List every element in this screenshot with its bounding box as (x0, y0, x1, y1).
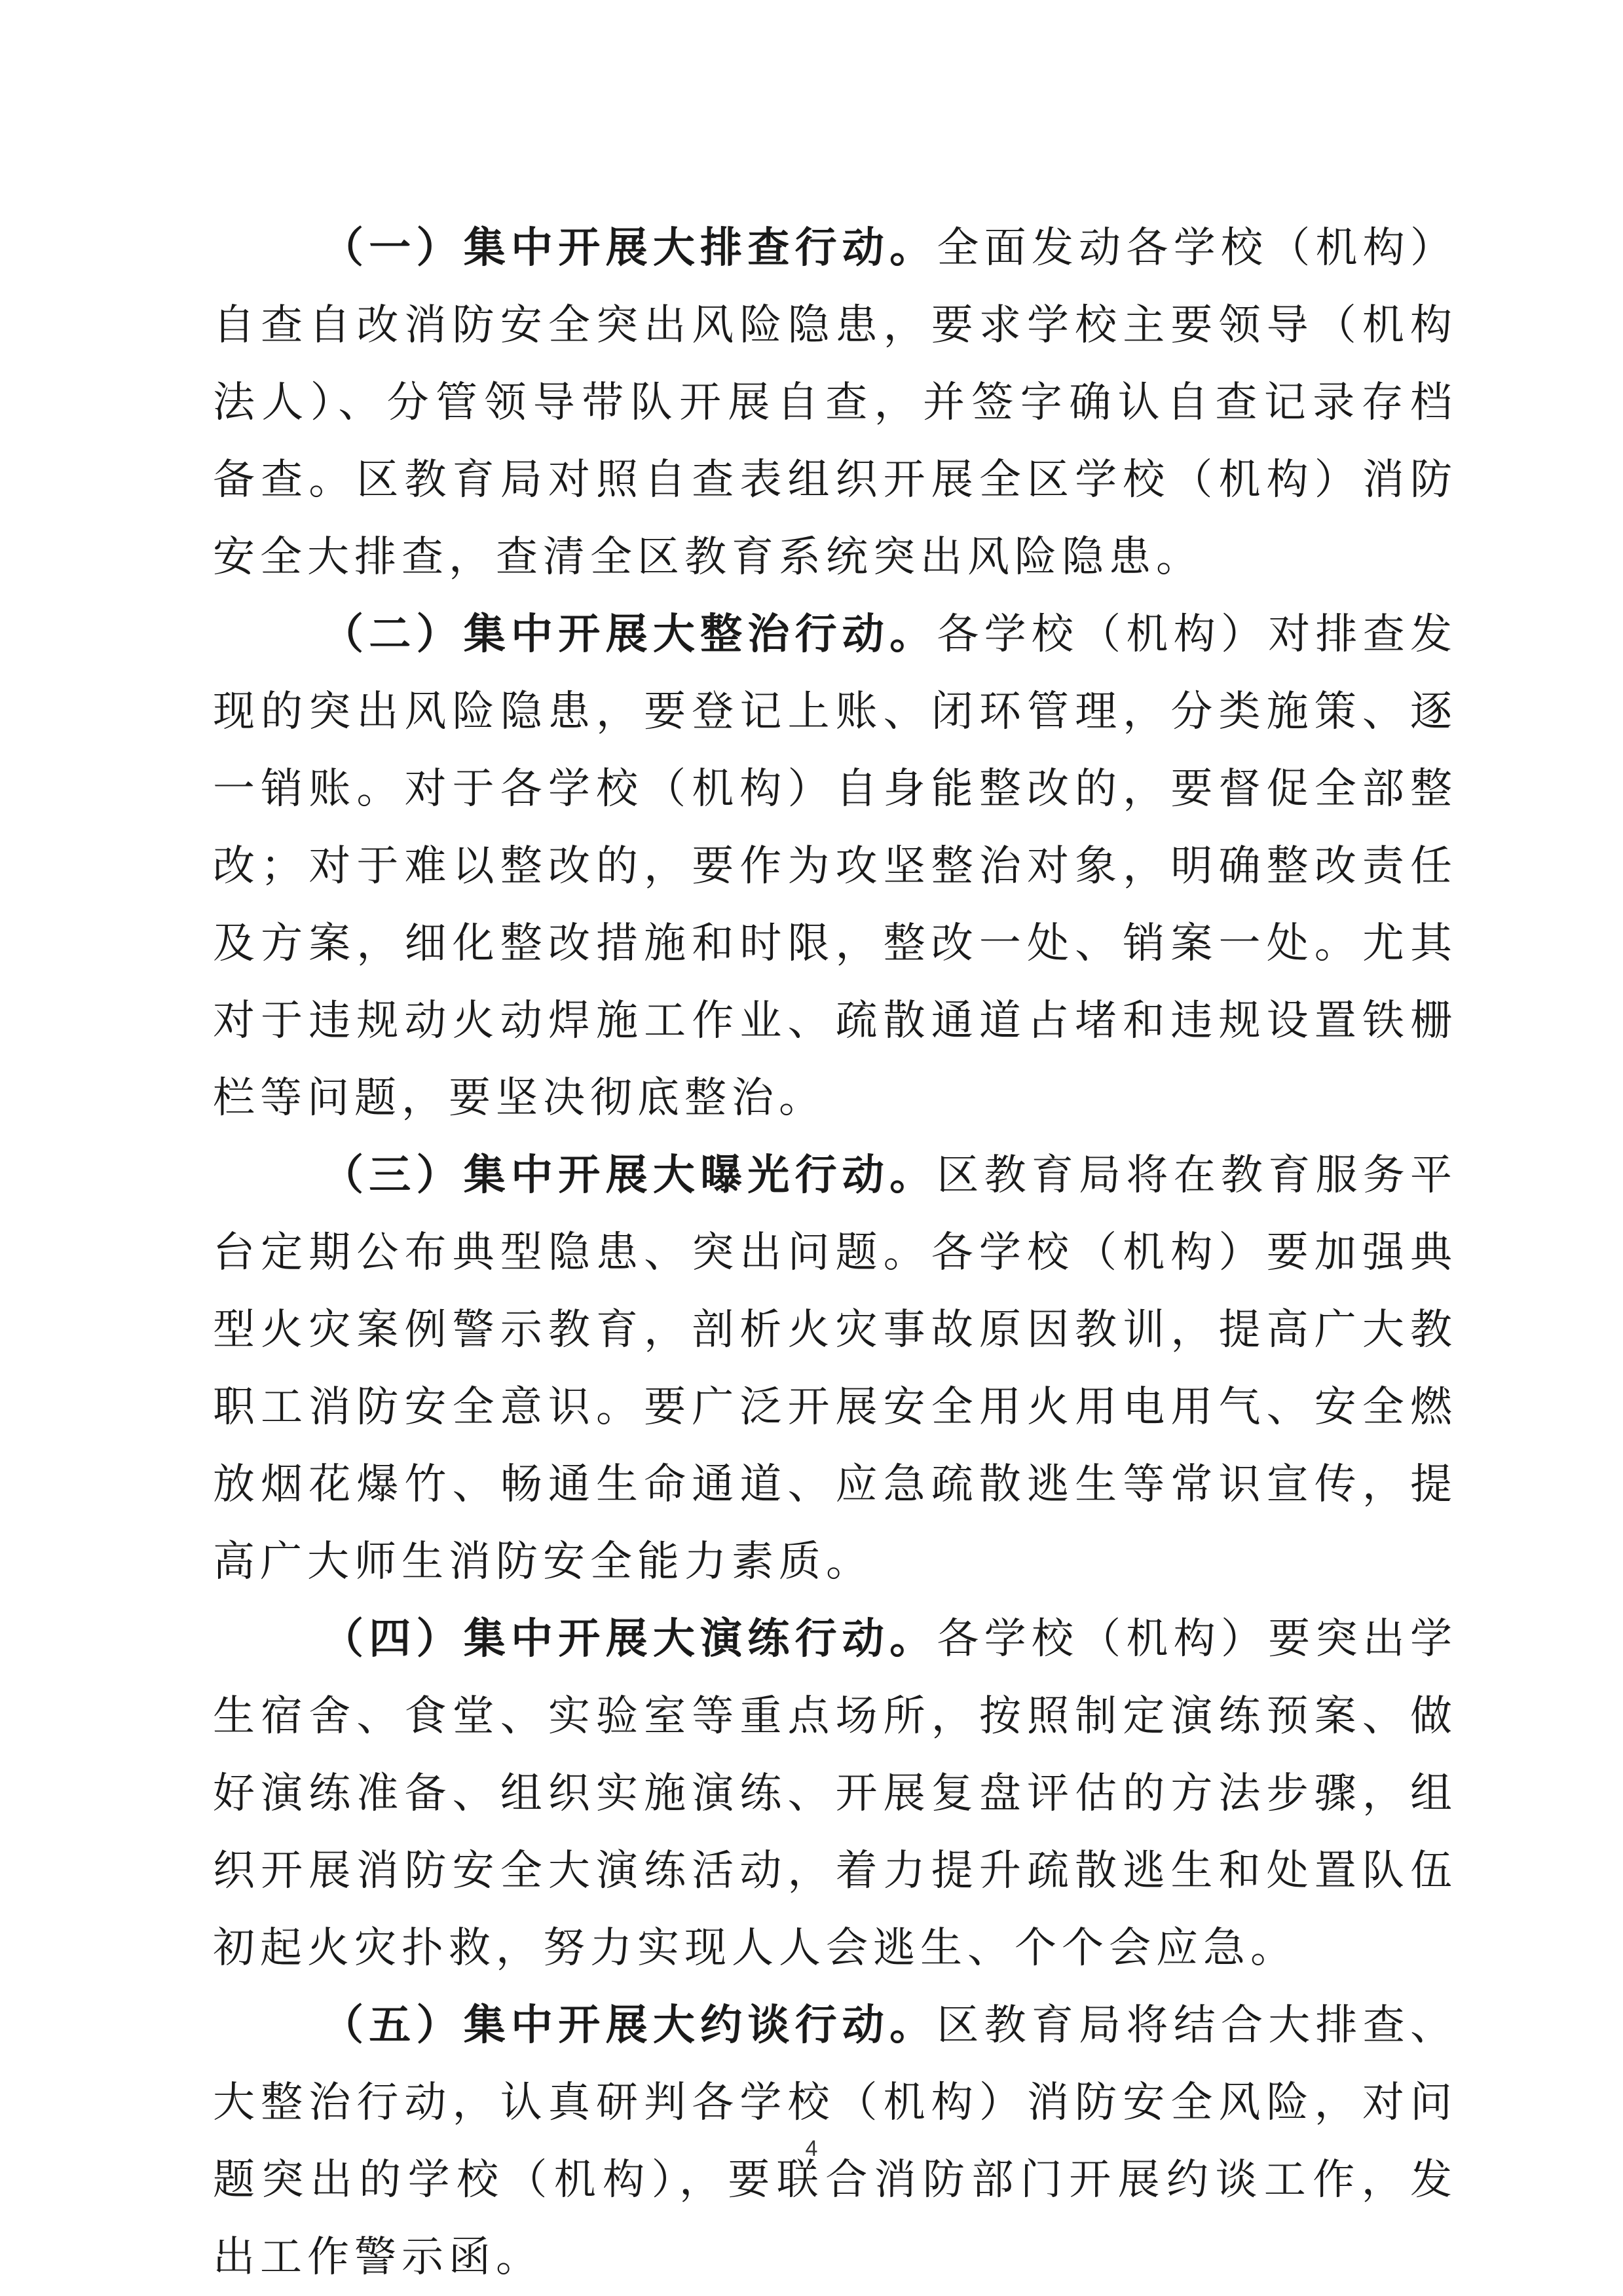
paragraph-3-heading: （三）集中开展大曝光行动。 (322, 1151, 937, 1200)
paragraph-1 (213, 210, 1457, 596)
paragraph-5-text: 区教育局将结合大排查、大整治行动，认真研判各学校（机构）消防安全风险，对问题突出的学校（机构），要联合消防部门开展约谈工作，发出工作警示函。 (213, 2001, 1457, 2282)
document-body (213, 210, 1457, 2296)
paragraph-4-text: 各学校（机构）要突出学生宿舍、食堂、实验室等重点场所，按照制定演练预案、做好演练准备、组织实施演练、开展复盘评估的方法步骤，组织开展消防安全大演练活动，着力提升疏散逃生和处置队伍初起火灾扑救，努力实现人人会逃生、个个会应急。 (213, 1615, 1457, 1972)
paragraph-3-text: 区教育局将在教育服务平台定期公布典型隐患、突出问题。各学校（机构）要加强典型火灾案例警示教育，剖析火灾事故原因教训，提高广大教职工消防安全意识。要广泛开展安全用火用电用气、安全燃放烟花爆竹、畅通生命通道、应急疏散逃生等常识宣传，提高广大师生消防安全能力素质。 (213, 1151, 1457, 1586)
paragraph-5-heading: （五）集中开展大约谈行动。 (322, 2001, 937, 2050)
paragraph-2-text: 各学校（机构）对排查发现的突出风险隐患，要登记上账、闭环管理，分类施策、逐一销账。对于各学校（机构）自身能整改的，要督促全部整改；对于难以整改的，要作为攻坚整治对象，明确整改责任及方案，细化整改措施和时限，整改一处、销案一处。尤其对于违规动火动焊施工作业、疏散通道占堵和违规设置铁栅栏等问题，要坚决彻底整治。 (213, 610, 1457, 1122)
paragraph-1-heading: （一）集中开展大排查行动。 (322, 223, 937, 272)
paragraph-3 (213, 1137, 1457, 1601)
paragraph-4 (213, 1601, 1457, 1987)
paragraph-4-heading: （四）集中开展大演练行动。 (322, 1614, 937, 1663)
paragraph-2 (213, 596, 1457, 1137)
paragraph-2-heading: （二）集中开展大整治行动。 (322, 610, 937, 659)
paragraph-1-text: 全面发动各学校（机构）自查自改消防安全突出风险隐患，要求学校主要领导（机构法人）、分管领导带队开展自查，并签字确认自查记录存档备查。区教育局对照自查表组织开展全区学校（机构）消防安全大排查，查清全区教育系统突出风险隐患。 (213, 224, 1457, 582)
page-number: 4 (805, 2136, 818, 2161)
